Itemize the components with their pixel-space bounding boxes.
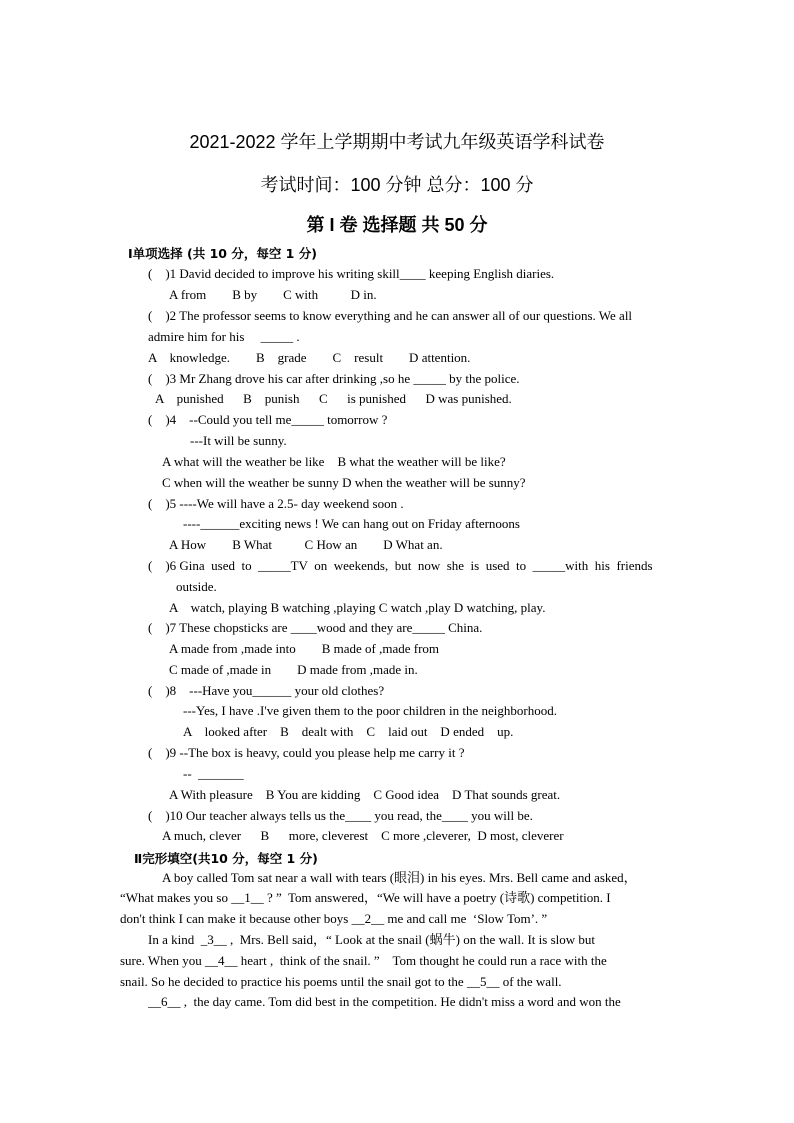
question-5: ( )5 ----We will have a 2.5- day weekend soon . [148,496,404,511]
question-9-reply: -- _______ [183,766,244,781]
question-10: ( )10 Our teacher always tells us the____ you read, the____ you will be. [148,808,533,823]
question-1: ( )1 David decided to improve his writing skill____ keeping English diaries. [148,266,555,281]
question-4-reply: ---It will be sunny. [190,433,287,448]
exam-title: 2021-2022 学年上学期期中考试九年级英语学科试卷 [189,132,605,152]
question-10-options: A much, clever B more, cleverest C more ,cleverer, D most, cleverer [162,828,564,843]
passage-line-5: sure. When you __4__ heart , think of the snail. ” Tom thought he could run a race with the [120,953,607,968]
question-4: ( )4 --Could you tell me_____ tomorrow ? [148,412,388,427]
section1-heading: Ⅰ单项选择 (共 10 分，每空 1 分) [128,246,317,261]
exam-time-info: 考试时间：100 分钟 总分：100 分 [260,175,534,195]
question-4-options-cd: C when will the weather be sunny D when the weather will be sunny? [162,475,526,490]
question-6-options: A watch, playing B watching ,playing C watch ,play D watching, play. [169,600,546,615]
question-8-options: A looked after B dealt with C laid out D ended up. [183,724,514,739]
question-5-reply: ----______exciting news ! We can hang out on Friday afternoons [183,516,520,531]
passage-line-4: In a kind _3__ , Mrs. Bell said，“ Look at the snail (蜗牛) on the wall. It is slow but [148,932,595,947]
question-3-options: A punished B punish C is punished D was punished. [155,391,512,406]
question-4-options-ab: A what will the weather be like B what the weather will be like? [162,454,506,469]
question-6-cont: outside. [176,579,217,594]
question-7: ( )7 These chopsticks are ____wood and they are_____ China. [148,620,483,635]
question-8: ( )8 ---Have you______ your old clothes? [148,683,385,698]
question-2-cont: admire him for his _____ . [148,329,300,344]
question-6: ( )6 Gina used to _____TV on weekends, but now she is used to _____with his friends [148,558,653,573]
section2-heading: Ⅱ完形填空(共10 分，每空 1 分) [134,851,318,866]
passage-line-6: snail. So he decided to practice his poems until the snail got to the __5__ of the wall. [120,974,562,989]
passage-line-1: A boy called Tom sat near a wall with tears (眼泪) in his eyes. Mrs. Bell came and asked， [162,870,637,885]
question-2: ( )2 The professor seems to know everything and he can answer all of our questions. We all [148,308,633,323]
part-title: 第 I 卷 选择题 共 50 分 [306,215,488,235]
question-2-options: A knowledge. B grade C result D attention. [148,350,471,365]
question-9-options: A With pleasure B You are kidding C Good idea D That sounds great. [169,787,561,802]
question-7-options-ab: A made from ,made into B made of ,made from [169,641,440,656]
question-8-reply: ---Yes, I have .I've given them to the poor children in the neighborhood. [183,703,557,718]
question-5-options: A How B What C How an D What an. [169,537,443,552]
question-1-options: A from B by C with D in. [169,287,377,302]
question-9: ( )9 --The box is heavy, could you please help me carry it ? [148,745,465,760]
question-7-options-cd: C made of ,made in D made from ,made in. [169,662,418,677]
passage-line-2: “What makes you so __1__ ? ” Tom answered，“We will have a poetry (诗歌) competition. I [120,890,611,905]
passage-line-3: don't think I can make it because other boys __2__ me and call me ‘Slow Tom’. ” [120,911,548,926]
passage-line-7: __6__ , the day came. Tom did best in the competition. He didn't miss a word and won the [148,994,621,1009]
question-3: ( )3 Mr Zhang drove his car after drinking ,so he _____ by the police. [148,371,520,386]
